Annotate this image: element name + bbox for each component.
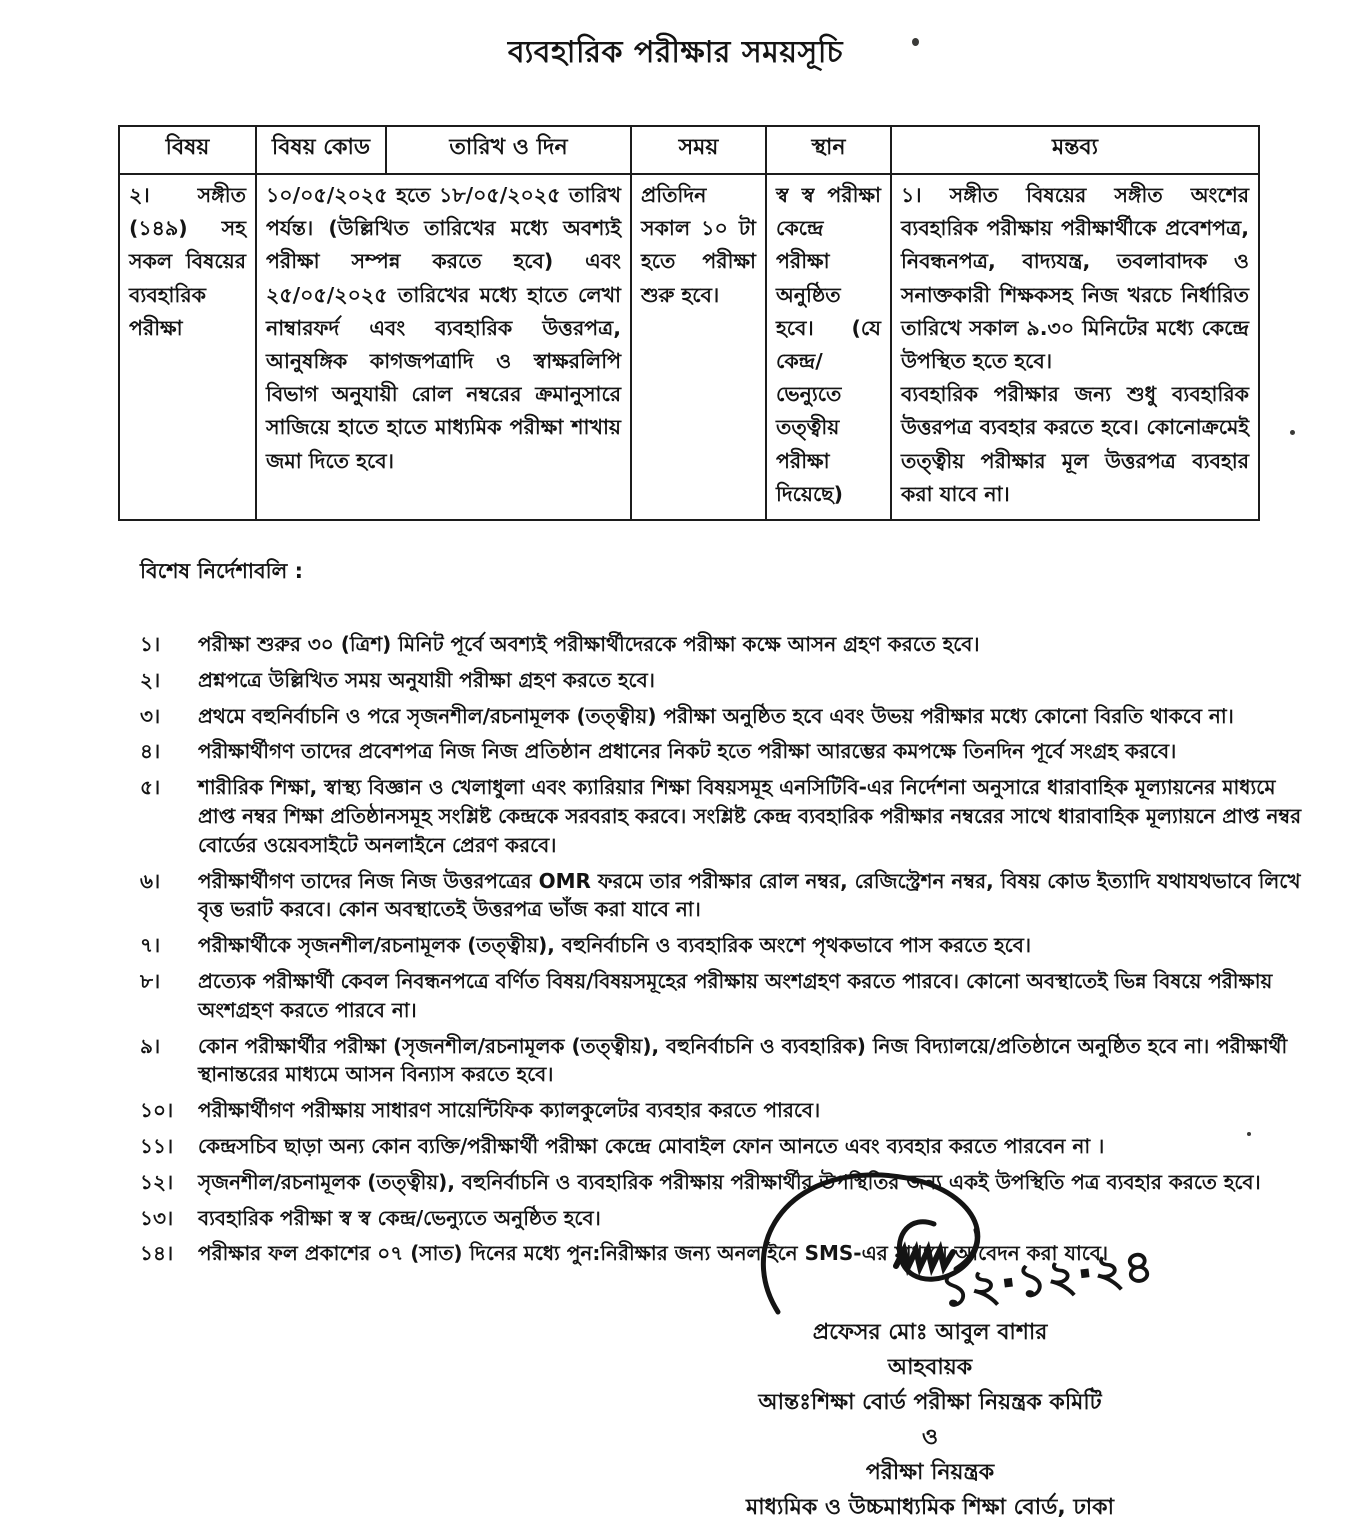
signatory-name: প্রফেসর মোঃ আবুল বাশার xyxy=(812,1320,1048,1345)
item-text: পরীক্ষার্থীগণ তাদের নিজ নিজ উত্তরপত্রের OMR ফরমে তার পরীক্ষার রোল নম্বর, রেজিস্ট্রেশন নম্বর, বিষয় কোড ইত্যাদি যথাযথভাবে লিখে বৃত্ত ভরাট করবে। কোন অবস্থাতেই উত্তরপত্র ভাঁজ করা যাবে না। xyxy=(198,868,1301,922)
item-text: পরীক্ষার্থীগণ তাদের প্রবেশপত্র নিজ নিজ প্রতিষ্ঠান প্রধানের নিকট হতে পরীক্ষা আরম্ভের কমপক্ষে তিনদিন পূর্বে সংগ্রহ করবে। xyxy=(198,739,1177,764)
item-number: ২। xyxy=(140,667,161,692)
item-number: ৪। xyxy=(140,739,161,764)
item-text: শারীরিক শিক্ষা, স্বাস্থ্য বিজ্ঞান ও খেলাধুলা এবং ক্যারিয়ার শিক্ষা বিষয়সমূহ এনসিটিবি-এর নির্দেশনা অনুসারে ধারাবাহিক মূল্যায়নের মাধ্যমে প্রাপ্ত নম্বর শিক্ষা প্রতিষ্ঠানসমূহ সংশ্লিষ্ট কেন্দ্রকে সরবরাহ করবে। সংশ্লিষ্ট কেন্দ্র ব্যবহারিক পরীক্ষার নম্বরের সাথে ধারাবাহিক মূল্যায়নে প্রাপ্ত নম্বর বোর্ডের ওয়েবসাইটে অনলাইনে প্রেরণ করবে। xyxy=(198,775,1302,857)
item-text: পরীক্ষার ফল প্রকাশের ০৭ (সাত) দিনের মধ্যে পুন:নিরীক্ষার জন্য অনলাইনে SMS-এর মাধ্যমে আবেদন করা যাবে। xyxy=(198,1241,1109,1266)
scan-speck xyxy=(1290,430,1295,435)
item-number: ১৪। xyxy=(140,1241,174,1266)
signature-block xyxy=(640,1168,1220,1519)
header-subject: বিষয় xyxy=(119,126,256,174)
item-text: প্রশ্নপত্রে উল্লিখিত সময় অনুযায়ী পরীক্ষা গ্রহণ করতে হবে। xyxy=(198,667,655,692)
item-text: কোন পরীক্ষার্থীর পরীক্ষা (সৃজনশীল/রচনামূলক (তত্ত্বীয়), বহুনির্বাচনি ও ব্যবহারিক) নিজ বিদ্যালয়ে/প্রতিষ্ঠানে অনুষ্ঠিত হবে না। পরীক্ষার্থী স্থানান্তরের মাধ্যমে আসন বিন্যাস করতে হবে। xyxy=(198,1033,1288,1087)
item-number: ১০। xyxy=(140,1098,174,1123)
scan-speck xyxy=(912,38,919,46)
list-item xyxy=(140,773,1303,859)
cell-time: প্রতিদিন সকাল ১০ টা হতে পরীক্ষা শুরু হবে। xyxy=(631,174,766,520)
item-number: ৭। xyxy=(140,933,161,958)
cell-date-day: ১০/০৫/২০২৫ হতে ১৮/০৫/২০২৫ তারিখ পর্যন্ত। (উল্লিখিত তারিখের মধ্যে অবশ্যই পরীক্ষা সম্পন্ন করতে হবে) এবং ২৫/০৫/২০২৫ তারিখের মধ্যে হাতে লেখা নাম্বারফর্দ এবং ব্যবহারিক উত্তরপত্র, আনুষঙ্গিক কাগজপত্রাদি ও স্বাক্ষরলিপি বিভাগ অনুযায়ী রোল নম্বরের ক্রমানুসারে সাজিয়ে হাতে হাতে মাধ্যমিক পরীক্ষা শাখায় জমা দিতে হবে। xyxy=(256,174,631,520)
header-subject-code: বিষয় কোড xyxy=(256,126,386,174)
scan-speck xyxy=(1247,1132,1251,1136)
list-item xyxy=(140,1132,1303,1161)
item-text: পরীক্ষার্থীকে সৃজনশীল/রচনামূলক (তত্ত্বীয়), বহুনির্বাচনি ও ব্যবহারিক অংশে পৃথকভাবে পাস করতে হবে। xyxy=(198,933,1031,958)
item-number: ১১। xyxy=(140,1133,174,1158)
item-number: ৬। xyxy=(140,868,161,893)
list-item xyxy=(140,666,1303,695)
signatory-organization-2: মাধ্যমিক ও উচ্চমাধ্যমিক শিক্ষা বোর্ড, ঢাকা xyxy=(746,1495,1114,1520)
table-header-row xyxy=(119,126,1259,174)
item-text: ব্যবহারিক পরীক্ষা স্ব স্ব কেন্দ্র/ভেন্যুতে অনুষ্ঠিত হবে। xyxy=(198,1205,601,1230)
item-text: পরীক্ষা শুরুর ৩০ (ত্রিশ) মিনিট পূর্বে অবশ্যই পরীক্ষার্থীদেরকে পরীক্ষা কক্ষে আসন গ্রহণ করতে হবে। xyxy=(198,632,980,657)
item-number: ১৩। xyxy=(140,1205,174,1230)
header-date-day: তারিখ ও দিন xyxy=(386,126,631,174)
signatory-organization-1: আন্তঃশিক্ষা বোর্ড পরীক্ষা নিয়ন্ত্রক কমিটি xyxy=(758,1390,1102,1415)
header-place: স্থান xyxy=(766,126,891,174)
page-title: ব্যবহারিক পরীক্ষার সময়সূচি xyxy=(507,35,844,70)
exam-schedule-table xyxy=(118,125,1260,521)
signature-area xyxy=(640,1168,1220,1318)
list-item xyxy=(140,702,1303,731)
signature-conjunction: ও xyxy=(921,1425,939,1450)
list-item xyxy=(140,867,1303,925)
item-text: কেন্দ্রসচিব ছাড়া অন্য কোন ব্যক্তি/পরীক্ষার্থী পরীক্ষা কেন্দ্রে মোবাইল ফোন আনতে এবং ব্যবহার করতে পারবেন না । xyxy=(198,1133,1105,1158)
item-number: ৫। xyxy=(140,775,161,800)
list-item xyxy=(140,1032,1303,1090)
cell-subject: ২। সঙ্গীত (১৪৯) সহ সকল বিষয়ের ব্যবহারিক পরীক্ষা xyxy=(119,174,256,520)
signatory-designation-1: আহবায়ক xyxy=(887,1355,973,1380)
list-item xyxy=(140,931,1303,960)
remarks-paragraph: ব্যবহারিক পরীক্ষার জন্য শুধু ব্যবহারিক উত্তরপত্র ব্যবহার করতে হবে। কোনোক্রমেই তত্ত্বীয় পরীক্ষার মূল উত্তরপত্র ব্যবহার করা যাবে না। xyxy=(901,382,1249,506)
item-number: ৮। xyxy=(140,969,161,993)
special-instructions-section xyxy=(140,555,1303,1268)
item-text: সৃজনশীল/রচনামূলক (তত্ত্বীয়), বহুনির্বাচনি ও ব্যবহারিক পরীক্ষায় পরীক্ষার্থীর উপস্থিতির জন্য একই উপস্থিতি পত্র ব্যবহার করতে হবে। xyxy=(198,1169,1261,1194)
header-time: সময় xyxy=(631,126,766,174)
item-text: প্রত্যেক পরীক্ষার্থী কেবল নিবন্ধনপত্রে বর্ণিত বিষয়/বিষয়সমূহের পরীক্ষায় অংশগ্রহণ করতে পারবে। কোনো অবস্থাতেই ভিন্ন বিষয়ে পরীক্ষায় অংশগ্রহণ করতে পারবে না। xyxy=(198,969,1273,1022)
list-item xyxy=(140,630,1303,659)
remarks-paragraph: ১। সঙ্গীত বিষয়ের সঙ্গীত অংশের ব্যবহারিক পরীক্ষায় পরীক্ষার্থীকে প্রবেশপত্র, নিবন্ধনপত্র, বাদ্যযন্ত্র, তবলাবাদক ও সনাক্তকারী শিক্ষকসহ নিজ খরচে নির্ধারিত তারিখে সকাল ৯.৩০ মিনিটের মধ্যে কেন্দ্রে উপস্থিত হতে হবে। xyxy=(901,183,1249,374)
table-row xyxy=(119,174,1259,520)
instructions-heading: বিশেষ নির্দেশাবলি : xyxy=(140,559,304,584)
header-remarks: মন্তব্য xyxy=(891,126,1259,174)
cell-place: স্ব স্ব পরীক্ষা কেন্দ্রে পরীক্ষা অনুষ্ঠিত হবে। (যে কেন্দ্র/ ভেন্যুতে তত্ত্বীয় পরীক্ষা দিয়েছে) xyxy=(766,174,891,520)
cell-remarks xyxy=(891,174,1259,520)
list-item xyxy=(140,1096,1303,1125)
item-number: ১। xyxy=(140,632,161,657)
item-text: প্রথমে বহুনির্বাচনি ও পরে সৃজনশীল/রচনামূলক (তত্ত্বীয়) পরীক্ষা অনুষ্ঠিত হবে এবং উভয় পরীক্ষার মধ্যে কোনো বিরতি থাকবে না। xyxy=(198,703,1234,728)
signatory-designation-2: পরীক্ষা নিয়ন্ত্রক xyxy=(865,1460,995,1485)
item-number: ৯। xyxy=(140,1033,161,1058)
handwritten-date: ১২·১২·২৪ xyxy=(937,1238,1157,1318)
list-item xyxy=(140,737,1303,766)
item-number: ১২। xyxy=(140,1169,174,1194)
item-number: ৩। xyxy=(140,703,161,728)
item-text: পরীক্ষার্থীগণ পরীক্ষায় সাধারণ সায়েন্টিফিক ক্যালকুলেটর ব্যবহার করতে পারবে। xyxy=(198,1098,821,1123)
list-item xyxy=(140,967,1303,1025)
